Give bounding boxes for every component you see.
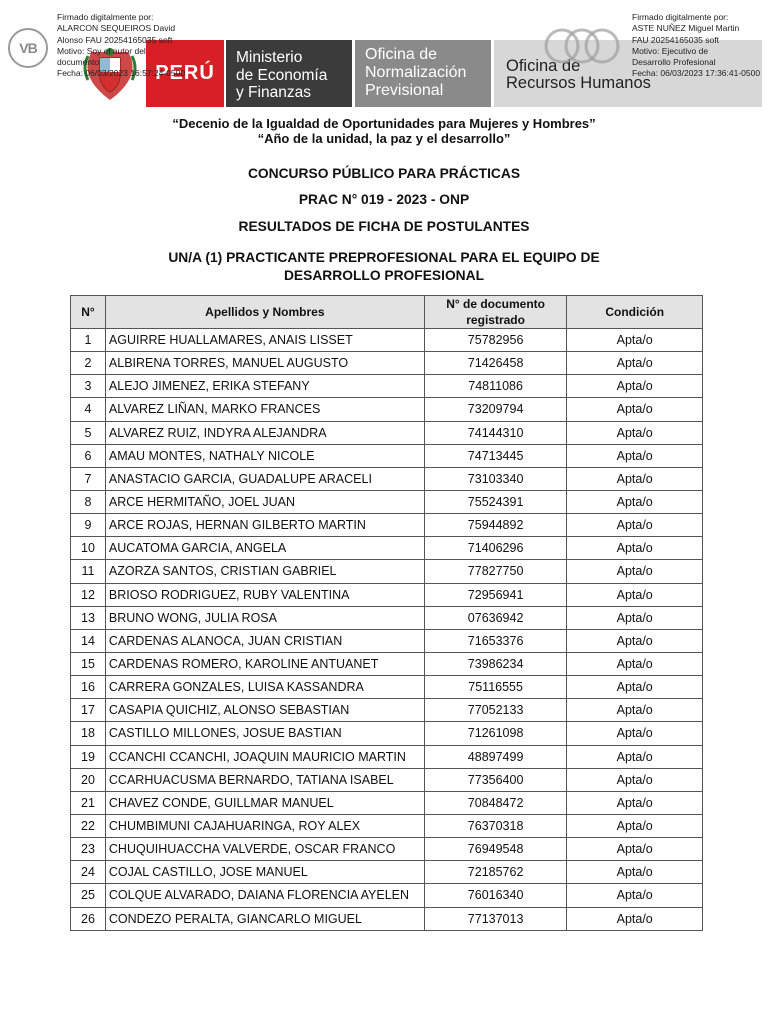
row-condition: Apta/o — [567, 652, 703, 675]
row-document: 07636942 — [424, 606, 567, 629]
row-name: CASTILLO MILLONES, JOSUE BASTIAN — [105, 722, 424, 745]
row-name: CHUMBIMUNI CAJAHUARINGA, ROY ALEX — [105, 814, 424, 837]
row-number: 19 — [71, 745, 106, 768]
table-body — [71, 329, 703, 931]
header-document-line2: registrado — [466, 313, 525, 327]
onp-line: Oficina de — [365, 46, 438, 63]
row-condition: Apta/o — [567, 537, 703, 560]
row-document: 73209794 — [424, 398, 567, 421]
row-number: 3 — [71, 375, 106, 398]
row-number: 16 — [71, 676, 106, 699]
signature-line: Firmado digitalmente por: — [57, 12, 154, 22]
row-document: 71261098 — [424, 722, 567, 745]
digital-signature-left — [57, 12, 207, 80]
signature-line: ASTE NUÑEZ Miguel Martin — [632, 23, 740, 34]
row-number: 23 — [71, 838, 106, 861]
document-header — [0, 0, 768, 112]
row-number: 26 — [71, 907, 106, 930]
table-row — [71, 652, 703, 675]
row-condition: Apta/o — [567, 791, 703, 814]
row-condition: Apta/o — [567, 583, 703, 606]
row-name: CASAPIA QUICHIZ, ALONSO SEBASTIAN — [105, 699, 424, 722]
signature-line: ALARCON SEQUEIROS David — [57, 23, 176, 34]
row-document: 77052133 — [424, 699, 567, 722]
table-row — [71, 537, 703, 560]
header-document — [424, 296, 567, 329]
row-number: 15 — [71, 652, 106, 675]
row-name: ALVAREZ RUIZ, INDYRA ALEJANDRA — [105, 421, 424, 444]
row-condition: Apta/o — [567, 329, 703, 352]
row-condition: Apta/o — [567, 560, 703, 583]
signature-line: documento — [57, 57, 100, 68]
row-number: 21 — [71, 791, 106, 814]
row-number: 10 — [71, 537, 106, 560]
header-name: Apellidos y Nombres — [105, 296, 424, 329]
row-document: 48897499 — [424, 745, 567, 768]
row-number: 17 — [71, 699, 106, 722]
header-number: N° — [71, 296, 106, 329]
table-row — [71, 583, 703, 606]
row-name: ALEJO JIMENEZ, ERIKA STEFANY — [105, 375, 424, 398]
row-number: 9 — [71, 514, 106, 537]
row-document: 75524391 — [424, 490, 567, 513]
row-condition: Apta/o — [567, 699, 703, 722]
header-document-line1: N° de documento — [446, 297, 546, 311]
row-document: 77137013 — [424, 907, 567, 930]
signature-line: Motivo: Soy el autor del — [57, 45, 146, 56]
results-table — [70, 295, 703, 931]
row-name: CHUQUIHUACCHA VALVERDE, OSCAR FRANCO — [105, 838, 424, 861]
row-name: CCANCHI CCANCHI, JOAQUIN MAURICIO MARTIN — [105, 745, 424, 768]
mef-logo — [226, 40, 352, 107]
row-name: CONDEZO PERALTA, GIANCARLO MIGUEL — [105, 907, 424, 930]
row-document: 77356400 — [424, 768, 567, 791]
position-title: UN/A (1) PRACTICANTE PREPROFESIONAL PARA EL EQUIPO DE DESARROLLO PROFESIONAL — [168, 250, 600, 283]
row-document: 76949548 — [424, 838, 567, 861]
row-condition: Apta/o — [567, 838, 703, 861]
row-name: ARCE HERMITAÑO, JOEL JUAN — [105, 490, 424, 513]
row-name: BRUNO WONG, JULIA ROSA — [105, 606, 424, 629]
table-header-row — [71, 296, 703, 329]
row-number: 18 — [71, 722, 106, 745]
row-name: AUCATOMA GARCIA, ANGELA — [105, 537, 424, 560]
table-row — [71, 329, 703, 352]
row-name: CARRERA GONZALES, LUISA KASSANDRA — [105, 676, 424, 699]
row-condition: Apta/o — [567, 861, 703, 884]
digital-signature-right — [632, 12, 768, 80]
row-number: 24 — [71, 861, 106, 884]
row-document: 74144310 — [424, 421, 567, 444]
decenio-line-1: “Decenio de la Igualdad de Oportunidades para Mujeres y Hombres” — [172, 116, 596, 131]
row-condition: Apta/o — [567, 768, 703, 791]
row-condition: Apta/o — [567, 629, 703, 652]
row-name: COJAL CASTILLO, JOSE MANUEL — [105, 861, 424, 884]
row-name: CHAVEZ CONDE, GUILLMAR MANUEL — [105, 791, 424, 814]
row-document: 72185762 — [424, 861, 567, 884]
row-document: 75944892 — [424, 514, 567, 537]
signature-line: Firmado digitalmente por: — [632, 12, 729, 22]
row-document: 74713445 — [424, 444, 567, 467]
row-document: 70848472 — [424, 791, 567, 814]
row-name: CARDENAS ROMERO, KAROLINE ANTUANET — [105, 652, 424, 675]
row-document: 73986234 — [424, 652, 567, 675]
row-document: 73103340 — [424, 467, 567, 490]
table-row — [71, 352, 703, 375]
contest-title: CONCURSO PÚBLICO PARA PRÁCTICAS — [247, 166, 521, 181]
row-name: COLQUE ALVARADO, DAIANA FLORENCIA AYELEN — [105, 884, 424, 907]
signature-line: FAU 20254165035 soft — [632, 34, 719, 45]
row-number: 20 — [71, 768, 106, 791]
row-number: 11 — [71, 560, 106, 583]
onp-line: Normalización — [365, 64, 467, 81]
row-number: 25 — [71, 884, 106, 907]
row-condition: Apta/o — [567, 444, 703, 467]
row-condition: Apta/o — [567, 467, 703, 490]
vb-signature-badge: VB — [8, 28, 48, 68]
row-number: 7 — [71, 467, 106, 490]
row-condition: Apta/o — [567, 514, 703, 537]
table-row — [71, 907, 703, 930]
row-condition: Apta/o — [567, 490, 703, 513]
rh-watermark-icon — [544, 26, 620, 66]
signature-line: Motivo: Ejecutivo de — [632, 45, 709, 56]
table-row — [71, 699, 703, 722]
row-document: 77827750 — [424, 560, 567, 583]
orh-line: Recursos Humanos — [506, 74, 651, 92]
table-row — [71, 444, 703, 467]
table-row — [71, 398, 703, 421]
table-row — [71, 606, 703, 629]
decenio-motto — [0, 116, 768, 146]
orh-line: Oficina de — [506, 57, 581, 75]
table-row — [71, 791, 703, 814]
row-condition: Apta/o — [567, 676, 703, 699]
onp-line: Previsional — [365, 82, 444, 99]
row-name: ANASTACIO GARCIA, GUADALUPE ARACELI — [105, 467, 424, 490]
row-name: CARDENAS ALANOCA, JUAN CRISTIAN — [105, 629, 424, 652]
row-number: 22 — [71, 814, 106, 837]
signature-line: Alonso FAU 20254165035 soft — [57, 34, 173, 45]
table-row — [71, 421, 703, 444]
row-name: CCARHUACUSMA BERNARDO, TATIANA ISABEL — [105, 768, 424, 791]
mef-line: Ministerio — [236, 49, 303, 66]
table-row — [71, 514, 703, 537]
signature-line: Fecha: 06/03/2023 17:36:41-0500 — [632, 68, 761, 79]
results-title: RESULTADOS DE FICHA DE POSTULANTES — [238, 219, 530, 234]
row-number: 4 — [71, 398, 106, 421]
row-document: 76016340 — [424, 884, 567, 907]
row-document: 75782956 — [424, 329, 567, 352]
table-row — [71, 375, 703, 398]
header-condition: Condición — [567, 296, 703, 329]
signature-line: Fecha: 06/03/2023 16:57:24-0500 — [57, 68, 186, 79]
row-document: 71653376 — [424, 629, 567, 652]
table-row — [71, 722, 703, 745]
row-name: AMAU MONTES, NATHALY NICOLE — [105, 444, 424, 467]
row-condition: Apta/o — [567, 375, 703, 398]
row-document: 72956941 — [424, 583, 567, 606]
table-row — [71, 884, 703, 907]
row-condition: Apta/o — [567, 606, 703, 629]
row-condition: Apta/o — [567, 884, 703, 907]
table-row — [71, 768, 703, 791]
row-condition: Apta/o — [567, 398, 703, 421]
row-condition: Apta/o — [567, 745, 703, 768]
signature-line: Desarrollo Profesional — [632, 57, 716, 68]
row-name: AGUIRRE HUALLAMARES, ANAIS LISSET — [105, 329, 424, 352]
mef-line: y Finanzas — [236, 84, 311, 101]
table-row — [71, 745, 703, 768]
row-name: ALVAREZ LIÑAN, MARKO FRANCES — [105, 398, 424, 421]
row-number: 5 — [71, 421, 106, 444]
row-number: 13 — [71, 606, 106, 629]
row-number: 8 — [71, 490, 106, 513]
table-row — [71, 490, 703, 513]
row-name: ALBIRENA TORRES, MANUEL AUGUSTO — [105, 352, 424, 375]
mef-line: de Economía — [236, 66, 328, 84]
row-number: 12 — [71, 583, 106, 606]
table-row — [71, 838, 703, 861]
row-number: 14 — [71, 629, 106, 652]
peru-logo-text: PERÚ — [155, 62, 215, 84]
row-document: 74811086 — [424, 375, 567, 398]
contest-code: PRAC N° 019 - 2023 - ONP — [298, 192, 470, 207]
row-name: AZORZA SANTOS, CRISTIAN GABRIEL — [105, 560, 424, 583]
row-document: 71406296 — [424, 537, 567, 560]
row-document: 75116555 — [424, 676, 567, 699]
onp-logo — [355, 40, 491, 107]
decenio-line-2: “Año de la unidad, la paz y el desarrollo” — [257, 131, 511, 146]
table-row — [71, 629, 703, 652]
table-row — [71, 861, 703, 884]
table-row — [71, 676, 703, 699]
row-document: 71426458 — [424, 352, 567, 375]
row-name: ARCE ROJAS, HERNAN GILBERTO MARTIN — [105, 514, 424, 537]
row-condition: Apta/o — [567, 907, 703, 930]
table-row — [71, 467, 703, 490]
row-number: 2 — [71, 352, 106, 375]
row-condition: Apta/o — [567, 352, 703, 375]
row-condition: Apta/o — [567, 421, 703, 444]
row-document: 76370318 — [424, 814, 567, 837]
row-condition: Apta/o — [567, 722, 703, 745]
row-condition: Apta/o — [567, 814, 703, 837]
row-name: BRIOSO RODRIGUEZ, RUBY VALENTINA — [105, 583, 424, 606]
row-number: 6 — [71, 444, 106, 467]
table-row — [71, 814, 703, 837]
row-number: 1 — [71, 329, 106, 352]
table-row — [71, 560, 703, 583]
